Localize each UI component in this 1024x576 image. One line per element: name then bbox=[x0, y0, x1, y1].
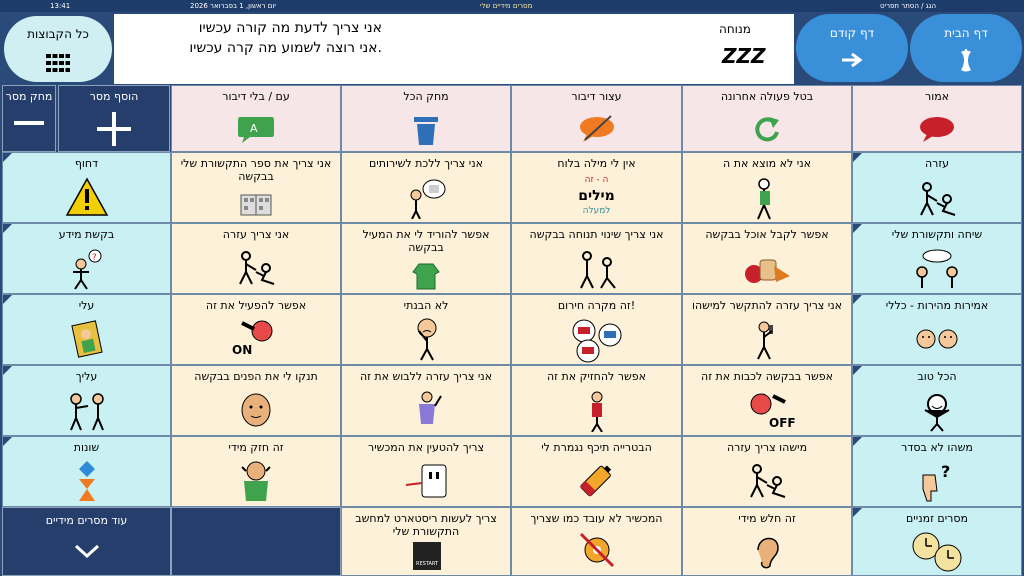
phrase-need-help[interactable] bbox=[171, 223, 341, 294]
ear-icon bbox=[752, 530, 782, 570]
phrase-label: זה חזק מידי bbox=[228, 441, 284, 454]
phrase-label: אני צריך עזרה ללבוש את זה bbox=[359, 370, 493, 383]
phrase-label: צריך להטעין את המכשיר bbox=[367, 441, 485, 454]
more-messages-label: עוד מסרים מידיים bbox=[45, 514, 128, 527]
add-message-label: הוסף מסר bbox=[89, 90, 139, 103]
category-label: מסרים זמניים bbox=[906, 512, 968, 525]
phrase-label: אפשר לקבל אוכל בבקשה bbox=[705, 228, 829, 241]
voice-toggle-button[interactable] bbox=[171, 85, 341, 152]
minus-icon bbox=[14, 119, 44, 127]
side-label: עלי bbox=[78, 299, 95, 312]
home-page-button[interactable] bbox=[910, 14, 1022, 82]
status-time: 13:41 bbox=[50, 2, 71, 10]
phrase-clean-face[interactable] bbox=[171, 365, 341, 436]
phrase-turn-on[interactable] bbox=[171, 294, 341, 365]
message-line-1: אני צריך לדעת מה קורה עכשיו bbox=[198, 20, 382, 36]
side-urgent[interactable] bbox=[2, 152, 171, 223]
food-icon bbox=[742, 248, 792, 288]
category-label: הכל טוב bbox=[917, 370, 957, 383]
off-text: OFF bbox=[769, 416, 796, 430]
phrase-too-loud[interactable] bbox=[171, 436, 341, 507]
stop-speech-label: עצור דיבור bbox=[571, 90, 622, 103]
voice-toggle-label: עם / בלי דיבור bbox=[222, 90, 290, 103]
phrase-label: אין לי מילה בלוח bbox=[557, 157, 636, 170]
clocks-icon bbox=[910, 530, 964, 574]
category-label: משהו לא בסדר bbox=[901, 441, 973, 454]
phrase-no-word[interactable] bbox=[511, 152, 682, 223]
person-position-icon bbox=[575, 248, 619, 290]
status-date: יום ראשון, 1 בפברואר 2026 bbox=[190, 2, 276, 10]
message-line-2: אני רוצה לשמוע מה קרה עכשיו. bbox=[189, 40, 382, 56]
category-all-good[interactable] bbox=[852, 365, 1022, 436]
thumbs-down-question-icon bbox=[915, 461, 959, 503]
side-info-request[interactable] bbox=[2, 223, 171, 294]
zzz-icon: ZZZ bbox=[722, 44, 766, 68]
phrase-device-not-working[interactable] bbox=[511, 507, 682, 576]
power-on-icon bbox=[234, 317, 278, 343]
speech-bubble-voice-icon bbox=[236, 114, 276, 144]
red-speech-bubble-icon bbox=[917, 114, 957, 144]
stop-speech-button[interactable] bbox=[511, 85, 682, 152]
remove-message-button[interactable] bbox=[2, 85, 56, 152]
more-messages-button[interactable] bbox=[2, 507, 171, 576]
person-thinking-toilet-icon bbox=[404, 177, 448, 219]
helping-person-icon bbox=[745, 461, 789, 503]
category-label: עזרה bbox=[924, 157, 950, 170]
say-label: אמור bbox=[924, 90, 950, 103]
phrase-label: זה חלש מידי bbox=[738, 512, 796, 525]
two-faces-icon bbox=[915, 327, 959, 351]
phrase-hold-this[interactable] bbox=[511, 365, 682, 436]
confused-person-icon bbox=[409, 317, 443, 361]
person-holding-icon bbox=[582, 390, 612, 432]
side-about-you[interactable] bbox=[2, 365, 171, 436]
phrase-label: אני צריך עזרה bbox=[222, 228, 290, 241]
add-message-button[interactable] bbox=[58, 85, 170, 152]
phrase-label: תנקו לי את הפנים בבקשה bbox=[194, 370, 318, 383]
side-label: דחוף bbox=[74, 157, 99, 170]
restart-icon: RESTART bbox=[413, 542, 441, 570]
say-button[interactable] bbox=[852, 85, 1022, 152]
phrase-label: צריך לעשות ריסטארט למחשב התקשורת שלי bbox=[355, 512, 497, 538]
clear-all-button[interactable] bbox=[341, 85, 511, 152]
back-page-button[interactable] bbox=[796, 14, 908, 82]
phrase-coat[interactable] bbox=[341, 223, 511, 294]
side-label: שונות bbox=[73, 441, 100, 454]
svg-text:?: ? bbox=[941, 462, 951, 481]
trash-icon bbox=[411, 114, 441, 146]
category-temporary[interactable] bbox=[852, 507, 1022, 576]
broken-gear-icon bbox=[575, 528, 619, 572]
grid-icon bbox=[46, 54, 70, 72]
phrase-emergency[interactable] bbox=[511, 294, 682, 365]
category-something-wrong[interactable] bbox=[852, 436, 1022, 507]
phrase-battery-low[interactable] bbox=[511, 436, 682, 507]
all-groups-label: כל הקבוצות bbox=[27, 27, 89, 41]
face-icon bbox=[239, 392, 273, 428]
category-quick-phrases[interactable] bbox=[852, 294, 1022, 365]
phrase-label: מישהו צריך עזרה bbox=[726, 441, 808, 454]
undo-label: בטל פעולה אחרונה bbox=[720, 90, 814, 103]
phrase-help-dress[interactable] bbox=[341, 365, 511, 436]
svg-text:?: ? bbox=[91, 253, 97, 263]
power-off-icon bbox=[745, 390, 789, 416]
home-page-label: דף הבית bbox=[944, 26, 988, 40]
phrase-charge-device[interactable] bbox=[341, 436, 511, 507]
battery-icon bbox=[575, 459, 619, 503]
remove-message-label: מחק מסר bbox=[5, 90, 53, 103]
chevron-down-icon bbox=[74, 544, 100, 558]
phrase-label: אני לא מוצא את ה bbox=[723, 157, 811, 170]
two-people-pointing-icon bbox=[62, 390, 112, 432]
person-dressing-icon bbox=[409, 390, 443, 432]
two-people-talking-icon bbox=[910, 248, 964, 290]
phrase-label: אפשר להחזיק את זה bbox=[547, 370, 646, 383]
green-coat-icon bbox=[411, 262, 441, 290]
phrase-label: אני צריך עזרה להתקשר למישהו bbox=[691, 299, 843, 312]
back-page-label: דף קודם bbox=[829, 26, 875, 40]
phrase-label: לא הבנתי bbox=[403, 299, 449, 312]
status-menu-toggle[interactable]: הגג / הסתר תפריט bbox=[880, 2, 937, 10]
shapes-icon bbox=[72, 459, 102, 505]
clear-all-label: מחק הכל bbox=[403, 90, 449, 103]
side-label: בקשת מידע bbox=[58, 228, 115, 241]
phrase-toilet[interactable] bbox=[341, 152, 511, 223]
phrase-label: אפשר להוריד לי את המעיל בבקשה bbox=[362, 228, 490, 254]
phrase-didnt-understand[interactable] bbox=[341, 294, 511, 365]
svg-text:A: A bbox=[250, 122, 258, 135]
phrase-call-someone[interactable] bbox=[682, 294, 852, 365]
phrase-turn-off[interactable] bbox=[682, 365, 852, 436]
words-text: מילים bbox=[578, 188, 615, 204]
category-help[interactable] bbox=[852, 152, 1022, 223]
phrase-someone-needs-help[interactable] bbox=[682, 436, 852, 507]
book-icon bbox=[239, 193, 273, 217]
phrase-restart-computer[interactable] bbox=[341, 507, 511, 576]
phrase-label: אפשר להפעיל את זה bbox=[205, 299, 307, 312]
phrase-label: אני צריך שינוי תנוחה בבקשה bbox=[529, 228, 664, 241]
all-groups-button[interactable] bbox=[4, 16, 112, 82]
helping-people-icon bbox=[915, 179, 959, 219]
person-question-icon bbox=[65, 248, 109, 290]
undo-arrow-icon bbox=[752, 114, 782, 144]
arrow-right-icon bbox=[840, 52, 864, 68]
side-about-me[interactable] bbox=[2, 294, 171, 365]
power-outlet-icon bbox=[404, 461, 448, 501]
covering-ears-icon bbox=[236, 459, 276, 503]
phrase-label: זה מקרה חירום! bbox=[557, 299, 636, 312]
side-misc[interactable] bbox=[2, 436, 171, 507]
searching-person-icon bbox=[752, 177, 782, 221]
phrase-food[interactable] bbox=[682, 223, 852, 294]
phrase-communication-book[interactable] bbox=[171, 152, 341, 223]
words-top-text: ה - זה bbox=[584, 175, 609, 185]
phrase-label: אני צריך את ספר התקשורת שלי בבקשה bbox=[180, 157, 332, 183]
plus-icon bbox=[97, 112, 131, 146]
helping-person-icon bbox=[234, 248, 278, 290]
on-text: ON bbox=[232, 343, 253, 357]
words-sub-text: למעלה bbox=[582, 206, 611, 216]
phrase-label: הבטרייה תיכף נגמרת לי bbox=[541, 441, 652, 454]
apple-core-icon bbox=[956, 49, 976, 73]
category-conversation[interactable] bbox=[852, 223, 1022, 294]
warning-icon bbox=[65, 177, 109, 217]
phrase-label: אפשר בבקשה לכבות את זה bbox=[701, 370, 833, 383]
stop-speech-icon bbox=[577, 114, 617, 144]
category-label: שיחה ותקשורת שלי bbox=[891, 228, 983, 241]
message-bar[interactable] bbox=[114, 14, 794, 84]
happy-person-icon bbox=[915, 390, 959, 432]
phrase-label: המכשיר לא עובד כמו שצריך bbox=[530, 512, 663, 525]
phrase-too-quiet[interactable] bbox=[682, 507, 852, 576]
side-label: עליך bbox=[75, 370, 98, 383]
status-title: מסרים מידיים שלי bbox=[480, 2, 533, 10]
phrase-label: אני צריך ללכת לשירותים bbox=[368, 157, 484, 170]
phrase-cant-find[interactable] bbox=[682, 152, 852, 223]
status-bar bbox=[0, 0, 1024, 12]
message-symbol-label: מנוחה bbox=[719, 22, 751, 36]
photo-portrait-icon bbox=[69, 319, 105, 359]
emergency-vehicles-icon bbox=[570, 317, 624, 363]
undo-button[interactable] bbox=[682, 85, 852, 152]
empty-cell bbox=[171, 507, 341, 576]
person-on-phone-icon bbox=[752, 319, 782, 361]
phrase-change-position[interactable] bbox=[511, 223, 682, 294]
category-label: אמירות מהירות - כללי bbox=[885, 299, 989, 312]
